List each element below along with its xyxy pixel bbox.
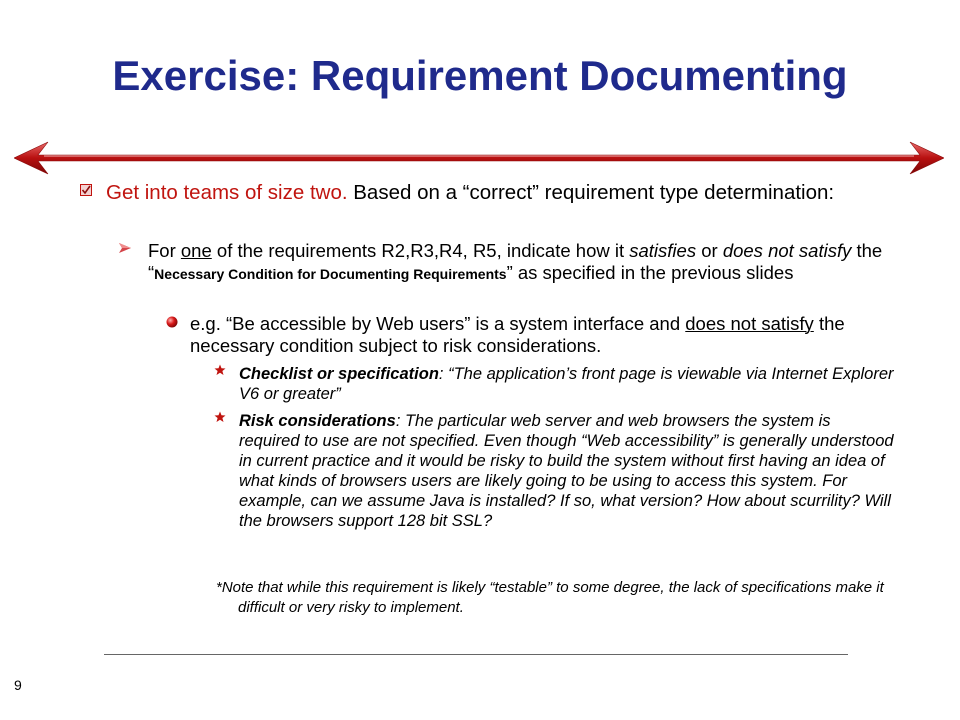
bullet-level1	[80, 182, 880, 204]
bullet2-italic: does not satisfy	[722, 240, 852, 261]
checklist-text: : “The application’s front page is viewable via Internet Explorer V6 or greater”	[239, 365, 894, 403]
bullet1-rest-text: Based on a “correct” requirement type determination:	[347, 181, 835, 204]
bullet2-italic: satisfies	[629, 240, 697, 261]
arrow-bullet-icon	[118, 241, 132, 255]
bullet2-text: or	[696, 240, 723, 261]
checklist-label: Checklist or specification	[239, 365, 439, 383]
footer-divider	[104, 654, 848, 655]
red-dot-icon	[166, 316, 178, 328]
bullet2-text: For	[148, 240, 181, 261]
bullet2-condition-name: Necessary Condition for Documenting Requirements	[154, 266, 507, 282]
bullet2-text: ” as specified in the previous slides	[506, 262, 794, 283]
bullet3-underlined: does not satisfy	[685, 313, 814, 334]
bullet2-text: of the requirements R2,R3,R4, R5, indicate how it	[211, 240, 630, 261]
bullet-level3	[166, 313, 896, 357]
bullet2-underlined: one	[180, 240, 212, 261]
risk-label: Risk considerations	[239, 412, 396, 430]
star-icon	[214, 411, 226, 423]
star-icon	[214, 364, 226, 376]
risk-text: : The particular web server and web browsers the system is required to use are not specified. Even though “Web accessibility” is generally understood in current practice and it would be risky to build the system without first having an idea of what kinds of browsers users are likely going to be using to access this system. For example, can we assume Java is installed? If so, what version? How about scurrility? Will the browsers support 128 bit SSL?	[239, 412, 894, 530]
bullet-level4-risk	[214, 411, 894, 531]
page-number: 9	[14, 677, 22, 693]
checkbox-icon	[80, 184, 92, 196]
footnote: *Note that while this requirement is likely “testable” to some degree, the lack of specifications make it difficult or very risky to implement.	[216, 579, 884, 616]
bullet3-text: e.g. “Be accessible by Web users” is a system interface and	[190, 313, 686, 334]
bullet3-text: the necessary condition subject to risk considerations.	[190, 313, 845, 356]
bullet2-text: the “	[148, 240, 883, 283]
slide-title: Exercise: Requirement Documenting	[112, 52, 848, 99]
bullet-level4-checklist	[214, 364, 894, 404]
bullet1-red-text: Get into teams of size two.	[106, 181, 348, 204]
bullet-level2	[118, 240, 896, 285]
double-arrow-divider-icon	[14, 140, 944, 176]
